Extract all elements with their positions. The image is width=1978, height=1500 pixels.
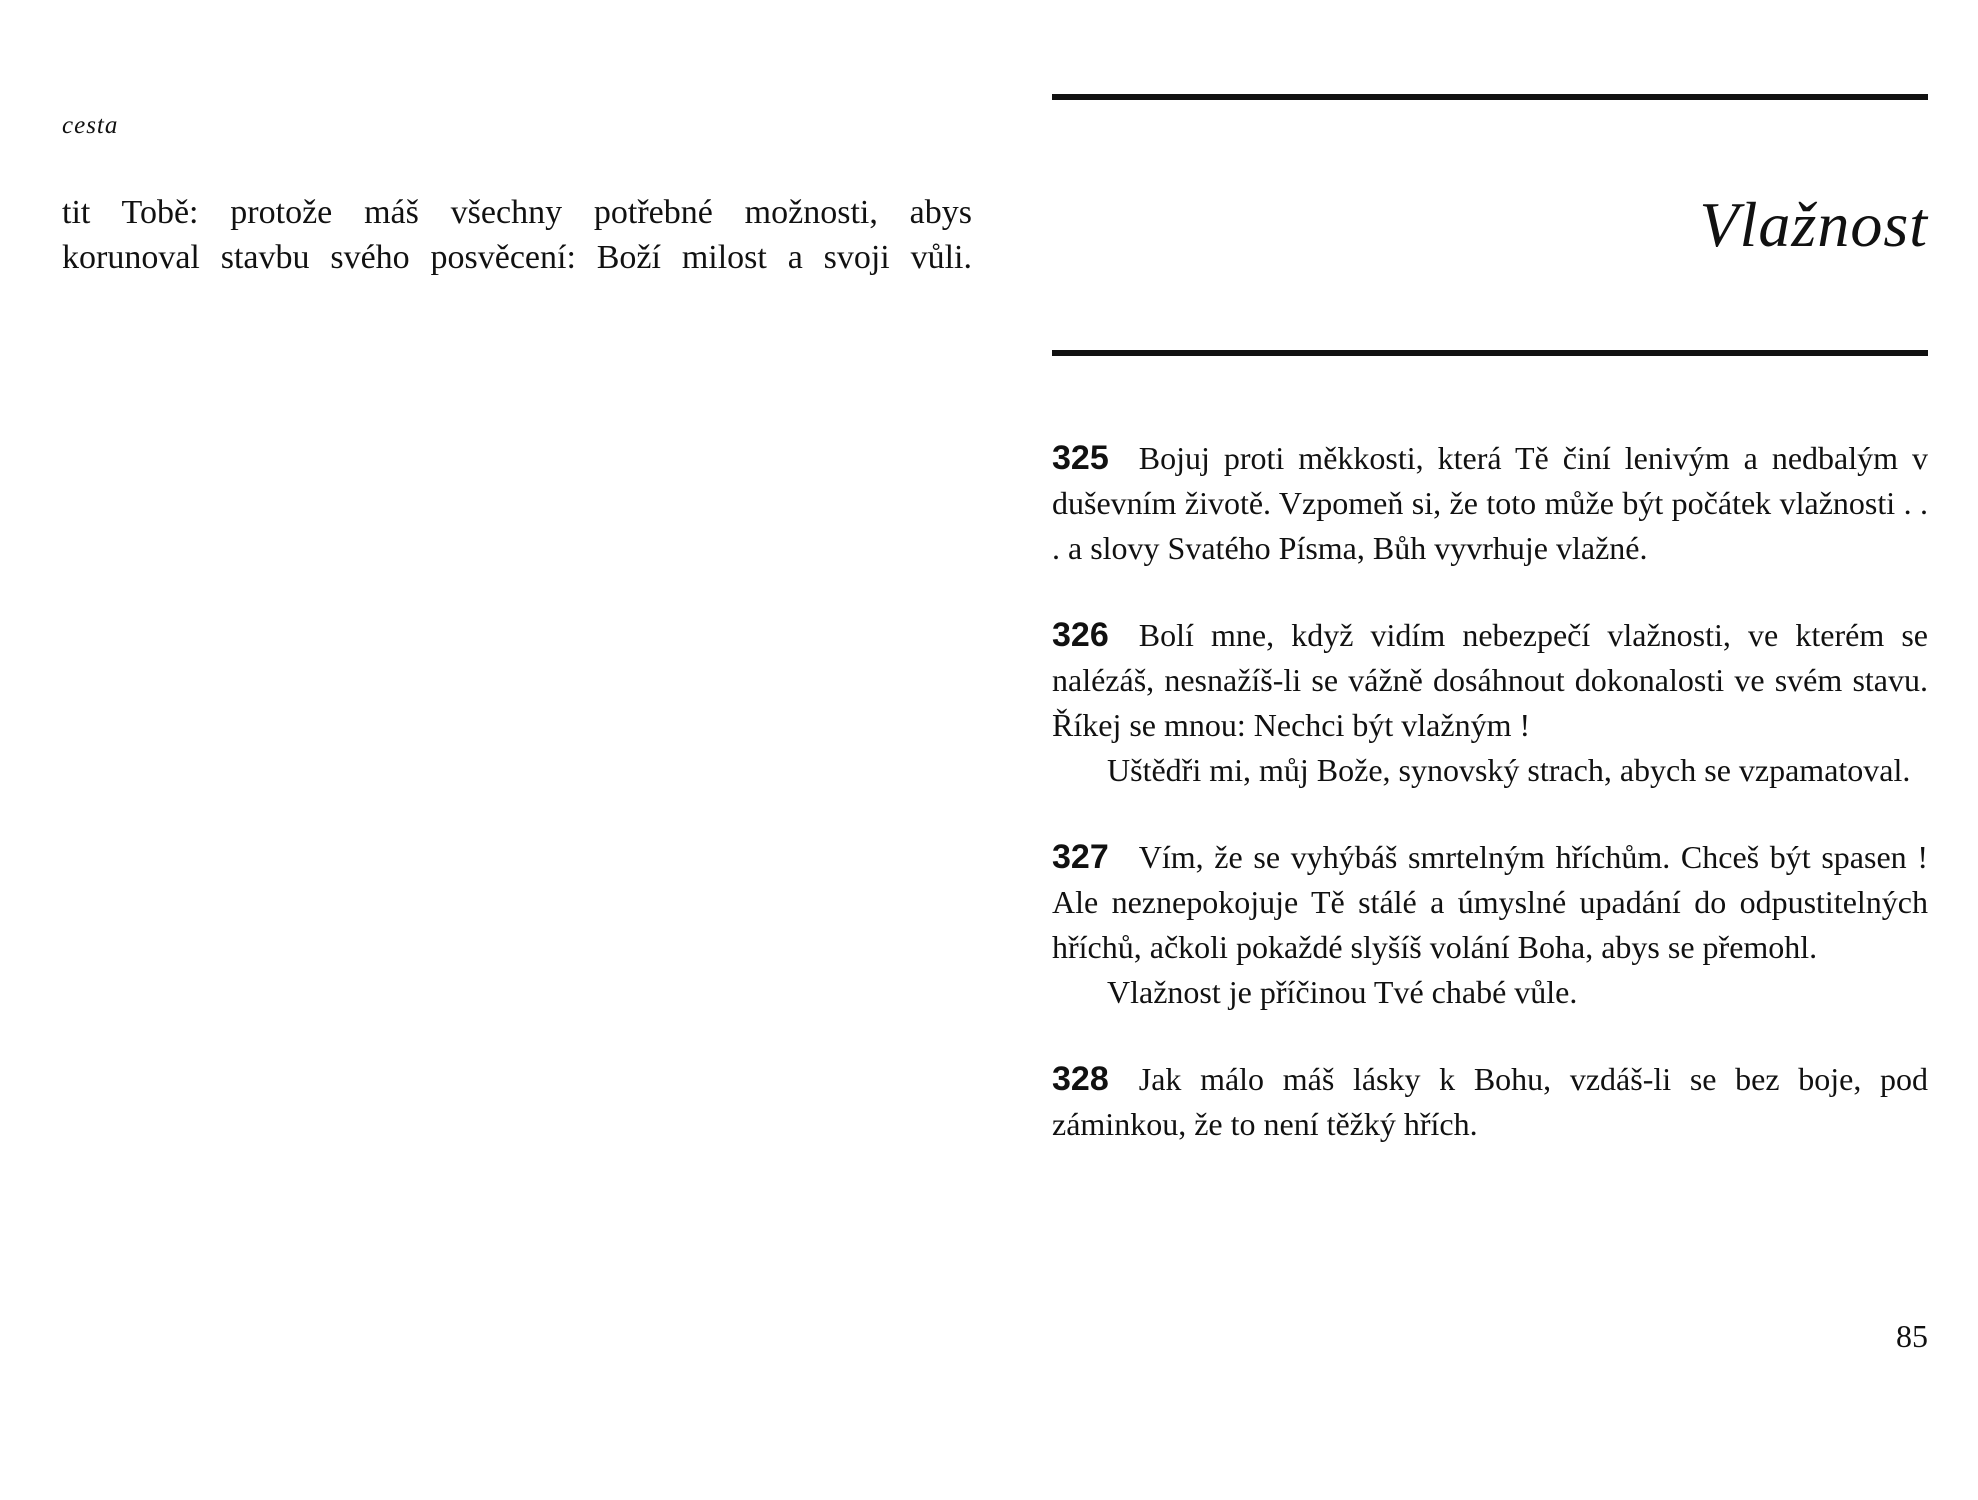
point-number: 327 [1052,838,1109,876]
point-paragraph [1052,835,1928,970]
point-paragraph-continued: Vlažnost je příčinou Tvé chabé vůle. [1107,974,1578,1010]
point-326 [1052,613,1928,793]
point-number: 325 [1052,439,1109,477]
page-number: 85 [1896,1318,1928,1354]
point-325 [1052,436,1928,571]
carry-over-text [62,190,972,280]
top-rule [1052,94,1928,100]
point-text: Jak málo máš lásky k Bohu, vzdáš-li se bez boje, pod záminkou, že to není těžký hřích. [1052,1061,1928,1142]
bottom-rule [1052,350,1928,356]
point-number: 328 [1052,1060,1109,1098]
point-327 [1052,835,1928,1015]
point-text: Bojuj proti měkkosti, která Tě činí lenivým a nedbalým v duševním životě. Vzpomeň si, že toto může být počátek vlažnosti . . . a slovy Svatého Písma, Bůh vyvrhuje vlažné. [1052,440,1928,566]
carry-over-line: tit Tobě: protože máš všechny potřebné možnosti, abys [62,194,972,231]
point-number: 326 [1052,616,1109,654]
point-text: Bolí mne, když vidím nebezpečí vlažnosti, ve kterém se nalézáš, nesnažíš-li se vážně dosáhnout dokonalosti ve svém stavu. Říkej se mnou: Nechci být vlažným ! [1052,617,1928,743]
point-text: Vím, že se vyhýbáš smrtelným hříchům. Chceš být spasen ! Ale neznepokojuje Tě stálé a úmyslné upadání do odpustitelných hříchů, ačkoli pokaždé slyšíš volání Boha, abys se přemohl. [1052,839,1928,965]
carry-over-line: korunoval stavbu svého posvěcení: Boží milost a svoji vůli. [62,239,972,276]
right-page [990,0,1978,1500]
chapter-title: Vlažnost [1699,189,1928,260]
point-paragraph [1052,613,1928,748]
points-list [1052,436,1928,1189]
point-328 [1052,1057,1928,1147]
point-paragraph [1052,436,1928,571]
point-paragraph-continued: Uštědři mi, můj Bože, synovský strach, abych se vzpamatoval. [1107,752,1911,788]
running-head: cesta [62,112,119,139]
point-paragraph [1052,1057,1928,1147]
